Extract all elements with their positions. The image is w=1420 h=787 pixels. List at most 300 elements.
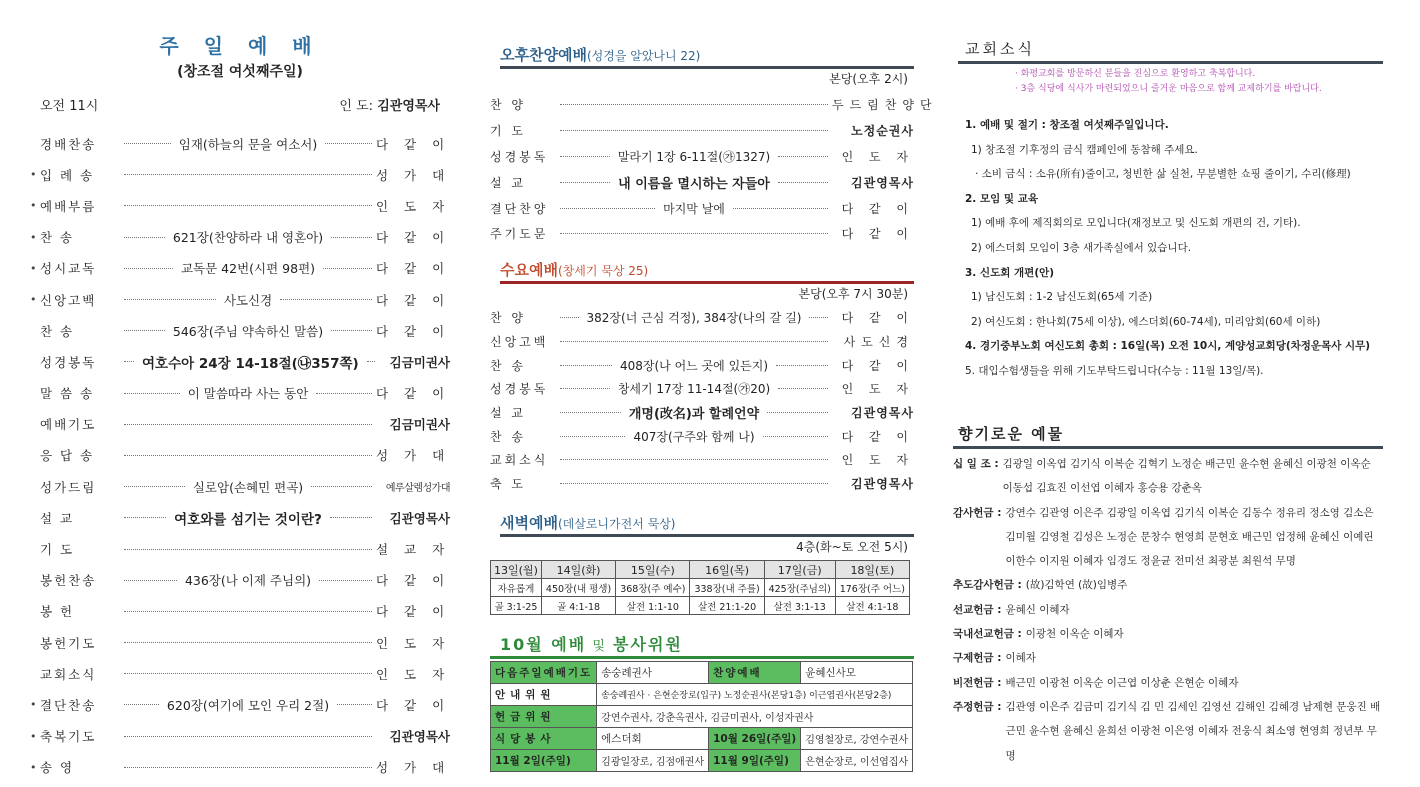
order-content: 621장(찬양하라 내 영혼아) [172, 230, 324, 246]
worship-order-item [30, 159, 450, 190]
offering-label: 선교헌금 : [953, 603, 1002, 616]
program-leader: 인 도 자 [841, 453, 914, 468]
program-middle [556, 428, 832, 445]
program-middle [556, 104, 832, 105]
order-content: 620장(여기에 모인 우리 2절) [166, 697, 330, 713]
program-content: 개명(改名)과 할례언약 [628, 407, 760, 423]
program-middle [556, 309, 832, 326]
news-item: 1. 예배 및 절기 : 창조절 여섯째주일입니다. [965, 119, 1169, 131]
order-content: 실로암(손혜민 편곡) [192, 479, 304, 495]
program-content: 창세기 17장 11-14절(㉮20) [617, 382, 771, 397]
kitchen: 에스더회 [597, 728, 709, 750]
order-middle [120, 135, 376, 153]
offerings-divider [953, 446, 1383, 449]
dawn-verse: 골 3:1-25 [491, 597, 542, 615]
worship-order-item [30, 346, 450, 377]
program-content: 408장(나 어느 곳에 있든지) [619, 358, 769, 373]
dot-leader [124, 361, 134, 362]
welcome-note: · 3층 식당에 식사가 마련되었으니 즐거운 마음으로 함께 교제하기를 바랍니다. [1015, 84, 1322, 94]
dot-leader [776, 365, 828, 366]
worship-order-item [30, 128, 450, 159]
dawn-verse: 살전 1:1-10 [616, 597, 690, 615]
dawn-schedule-table [490, 560, 910, 615]
dot-leader [124, 549, 372, 550]
worship-order-item [30, 627, 450, 658]
dawn-day: 16일(목) [690, 561, 764, 579]
dot-leader [809, 317, 828, 318]
program-leader: 다 같 이 [841, 201, 914, 216]
order-label: 경배찬송 [40, 136, 97, 152]
order-leader: 김관영목사 [389, 729, 450, 745]
order-label: 교회소식 [40, 666, 97, 682]
church-news-title: 교회소식 [965, 40, 1035, 58]
order-leader: 다 같 이 [376, 292, 451, 308]
order-middle [120, 424, 376, 425]
oct26: 김영철장로, 강연수권사 [801, 728, 913, 750]
program-middle [556, 200, 832, 217]
worship-order-item [30, 253, 450, 284]
order-middle [120, 696, 376, 714]
news-item: 2. 모임 및 교육 [965, 192, 1038, 205]
dot-leader [124, 767, 372, 768]
order-label: 봉 헌 [40, 604, 75, 620]
dot-leader [124, 611, 372, 612]
order-middle [120, 508, 376, 528]
news-item: 5. 대입수험생들을 위해 기도부탁드립니다(수능 : 11월 13일/목). [965, 364, 1264, 377]
order-bullet: • [30, 199, 37, 213]
offering-label: 십 일 조 : [953, 458, 999, 470]
dot-leader [560, 156, 610, 157]
news-column [953, 0, 1383, 787]
worship-order-item [30, 502, 450, 533]
program-leader: 김관영목사 [851, 477, 914, 492]
dawn-verse: 살전 4:1-18 [835, 597, 909, 615]
worship-leader [339, 95, 440, 115]
servants-title: 10월 예배 및 봉사위원 [500, 635, 683, 654]
worship-order-item [30, 689, 450, 720]
order-label: 신앙고백 [40, 292, 97, 308]
order-middle [120, 571, 376, 589]
offering-names: 배근민 이광천 이옥순 이근엽 이상춘 은현순 이혜자 [1005, 676, 1239, 689]
nov9-label: 11월 9일(주일) [709, 750, 801, 772]
other-services-column [490, 0, 938, 787]
order-content: 교독문 42번(시편 98편) [180, 261, 316, 277]
program-item [490, 448, 914, 472]
program-leader: 김관영목사 [851, 406, 914, 421]
offering-names: 김광일 이옥엽 김기식 이복순 김혁기 노정순 배근민 윤수현 윤혜신 이광천 이옥순 이동섭 김효진 이선엽 이혜자 홍승용 강춘옥 [1002, 458, 1371, 495]
nov9: 은현순장로, 이선엽집사 [801, 750, 913, 772]
wednesday-divider [500, 281, 914, 284]
order-bullet: • [30, 760, 37, 774]
program-content: 내 이름을 멸시하는 자들아 [618, 176, 770, 192]
program-item [490, 472, 914, 496]
dot-leader [560, 341, 828, 342]
order-label: 응 답 송 [40, 448, 95, 464]
order-leader: 다 같 이 [376, 573, 451, 589]
dot-leader [560, 182, 610, 183]
order-middle [120, 478, 376, 496]
offering-label: 추도감사헌금 : [953, 579, 1022, 592]
program-item [490, 424, 914, 448]
order-leader: 인 도 자 [376, 666, 451, 682]
dot-leader [778, 182, 828, 183]
sunday-worship-title: 주 일 예 배 [159, 34, 321, 58]
order-label: 설 교 [40, 510, 75, 526]
dot-leader [124, 205, 372, 206]
dawn-day: 13일(월) [491, 561, 542, 579]
dot-leader [124, 704, 159, 705]
worship-order-item [30, 190, 450, 221]
program-item [490, 221, 914, 247]
program-label: 결단찬양 [490, 201, 549, 216]
dot-leader [124, 237, 165, 238]
program-middle [556, 233, 832, 234]
servants-divider [490, 656, 914, 659]
program-label: 축 도 [490, 477, 526, 492]
order-content: 사도신경 [223, 292, 273, 308]
program-middle [556, 483, 832, 484]
program-leader: 다 같 이 [841, 358, 914, 373]
program-item [490, 401, 914, 425]
program-label: 설 교 [490, 406, 526, 421]
dot-leader [124, 455, 372, 456]
worship-order-list [30, 128, 450, 783]
dot-leader [330, 517, 372, 518]
program-leader: 다 같 이 [841, 227, 914, 242]
worship-order-item [30, 222, 450, 253]
dot-leader [124, 143, 171, 144]
program-label: 신앙고백 [490, 335, 549, 350]
order-label: 성경봉독 [40, 354, 97, 370]
kitchen-label: 식당봉사 [491, 728, 597, 750]
dot-leader [778, 388, 828, 389]
dot-leader [778, 156, 828, 157]
program-middle [556, 148, 832, 165]
order-middle [120, 174, 376, 175]
offering-label: 국내선교헌금 : [953, 628, 1022, 641]
oct26-label: 10월 26일(주일) [709, 728, 801, 750]
dawn-place: 4층(화~토 오전 5시) [796, 540, 908, 554]
dot-leader [124, 393, 180, 394]
next-prayer-label: 다음주일예배기도 [491, 662, 597, 684]
dawn-day-row [491, 561, 910, 579]
offering-names: 김관영 이은주 김금미 김기식 김 민 김세인 김영선 김해인 김혜경 남제현 문웅진 배근민 윤수현 윤혜신 윤희선 이광천 이은영 이혜자 전웅식 최소영 현영희 정년부 무명 [1005, 700, 1381, 762]
program-content: 382장(너 근심 걱정), 384장(나의 갈 길) [586, 311, 802, 326]
dot-leader [560, 233, 828, 234]
order-label: 말 씀 송 [40, 386, 95, 402]
worship-time: 오전 11시 [40, 99, 99, 114]
program-item [490, 353, 914, 377]
dot-leader [124, 330, 165, 331]
program-leader: 다 같 이 [841, 429, 914, 444]
praise: 윤혜신사모 [801, 662, 913, 684]
program-label: 찬 양 [490, 311, 526, 326]
afternoon-worship-title: 오후찬양예배(성경을 알았나니 22) [500, 46, 701, 64]
usher: 송숭례권사 · 은현순장로(입구) 노정순권사(본당1층) 이근엽권사(본당2층) [597, 684, 913, 706]
offering-label: 비전헌금 : [953, 676, 1002, 689]
program-item [490, 118, 914, 144]
dot-leader [733, 208, 828, 209]
order-content: 임재(하늘의 문을 여소서) [178, 136, 318, 152]
program-item [490, 195, 914, 221]
usher-label: 안내위원 [491, 684, 597, 706]
order-leader: 성 가 대 [376, 760, 451, 776]
program-leader: 사도신경 [843, 335, 914, 350]
offering-names: 윤혜신 이혜자 [1005, 603, 1070, 616]
dot-leader [560, 412, 621, 413]
dot-leader [311, 486, 372, 487]
sunday-worship-subtitle: (창조절 여섯째주일) [177, 64, 303, 80]
dawn-divider [500, 534, 914, 537]
program-label: 성경봉독 [490, 149, 549, 164]
dot-leader [325, 143, 372, 144]
worship-order-item [30, 565, 450, 596]
order-label: 찬 송 [40, 230, 75, 246]
dawn-verse: 살전 3:1-13 [764, 597, 835, 615]
program-leader: 김관영목사 [851, 175, 914, 190]
order-middle [120, 205, 376, 206]
program-middle [556, 357, 832, 374]
dot-leader [124, 736, 372, 737]
offering-row [953, 573, 1383, 597]
program-label: 주기도문 [490, 227, 549, 242]
program-leader: 노정순권사 [851, 124, 914, 139]
program-item [490, 306, 914, 330]
dot-leader [560, 459, 828, 460]
program-leader: 인 도 자 [841, 382, 914, 397]
dot-leader [337, 704, 372, 705]
dot-leader [560, 388, 610, 389]
wednesday-worship-title: 수요예배(창세기 묵상 25) [500, 261, 649, 279]
welcome-notes [1015, 67, 1322, 97]
program-content: 말라기 1장 6-11절(㉮1327) [617, 149, 771, 164]
dawn-worship-title: 새벽예배(데살로니가전서 묵상) [500, 514, 676, 532]
dot-leader [331, 237, 372, 238]
offering-label: 헌금위원 [491, 706, 597, 728]
program-item [490, 377, 914, 401]
program-item [490, 169, 914, 195]
dot-leader [331, 330, 372, 331]
order-middle [120, 259, 376, 277]
news-item: 3. 신도회 개편(안) [965, 266, 1055, 279]
program-middle [556, 341, 832, 342]
program-label: 기 도 [490, 124, 526, 139]
offering-row [953, 695, 1383, 768]
worship-order-item [30, 409, 450, 440]
dot-leader [560, 483, 828, 484]
dot-leader [124, 673, 372, 674]
servants-table [490, 661, 913, 772]
order-content: 546장(주님 약속하신 말씀) [172, 323, 324, 339]
program-middle [556, 459, 832, 460]
dot-leader [767, 412, 828, 413]
program-content: 407장(구주와 함께 나) [633, 429, 755, 444]
news-item: 1) 창조절 기후정의 금식 캠페인에 동참해 주세요. [971, 143, 1198, 156]
order-leader: 김관영목사 [389, 510, 450, 526]
dawn-hymn: 450장(내 평생) [541, 579, 615, 597]
news-item: · 소비 금식 : 소유(所有)줄이고, 청빈한 삶 실천, 무분별한 쇼핑 줄이기, 수리(修理) [975, 168, 1351, 181]
offering-row [953, 598, 1383, 622]
order-bullet: • [30, 293, 37, 307]
news-item: 1) 남신도회 : 1-2 남신도회(65세 기준) [971, 291, 1153, 304]
order-label: 축복기도 [40, 729, 97, 745]
order-label: 기 도 [40, 542, 75, 558]
dot-leader [124, 486, 185, 487]
order-leader: 다 같 이 [376, 261, 451, 277]
dot-leader [319, 580, 372, 581]
next-prayer: 송숭례권사 [597, 662, 709, 684]
program-label: 찬 송 [490, 429, 526, 444]
worship-order-item [30, 471, 450, 502]
order-label: 예배부름 [40, 198, 97, 214]
order-leader: 다 같 이 [376, 230, 451, 246]
program-item [490, 144, 914, 170]
program-label: 설 교 [490, 175, 526, 190]
dot-leader [124, 642, 372, 643]
order-bullet: • [30, 230, 37, 244]
news-item: 2) 여신도회 : 한나회(75세 이상), 에스더회(60-74세), 미리암회(60세 이하) [971, 315, 1321, 328]
order-leader: 김금미권사 [389, 417, 450, 433]
sunday-worship-column [30, 0, 450, 787]
nov2-label: 11월 2일(주일) [491, 750, 597, 772]
offering-names: 강연수 김관영 이은주 김광일 이옥엽 김기식 이복순 김동수 정유리 정소영 김소은 김미월 김영철 김성은 노정순 문창수 현영희 문현호 배근민 엄정해 윤혜신 이예린 이한수 이지원 이혜자 임경도 정윤균 전미선 최광분 최원석 무명 [1005, 506, 1374, 568]
worship-order-item [30, 533, 450, 564]
dot-leader [763, 436, 828, 437]
worship-order-item [30, 284, 450, 315]
offering-label: 주정헌금 : [953, 700, 1002, 713]
order-label: 결단찬송 [40, 697, 97, 713]
order-label: 성시교독 [40, 261, 97, 277]
order-leader: 다 같 이 [376, 604, 451, 620]
order-leader: 성 가 대 [376, 448, 451, 464]
order-bullet: • [30, 729, 37, 743]
worship-order-item [30, 315, 450, 346]
order-middle [120, 322, 376, 340]
worship-order-item [30, 752, 450, 783]
dawn-hymn: 338장(내 주를) [690, 579, 764, 597]
dawn-day: 18일(토) [835, 561, 909, 579]
dot-leader [323, 268, 372, 269]
order-middle [120, 767, 376, 768]
wednesday-program [490, 306, 914, 496]
program-label: 찬 송 [490, 358, 526, 373]
order-content: 여호와를 섬기는 것이란? [174, 511, 322, 528]
dot-leader [316, 393, 372, 394]
program-middle [556, 380, 832, 397]
program-leader: 다 같 이 [841, 311, 914, 326]
dot-leader [124, 517, 166, 518]
offering-names: 이광천 이옥순 이혜자 [1025, 628, 1124, 641]
program-item [490, 92, 938, 118]
program-label: 성경봉독 [490, 382, 549, 397]
afternoon-place: 본당(오후 2시) [829, 72, 908, 86]
program-item [490, 330, 914, 354]
praise-label: 찬양예배 [709, 662, 801, 684]
order-label: 봉헌기도 [40, 635, 97, 651]
program-middle [556, 130, 832, 131]
dawn-verse: 골 4:1-18 [541, 597, 615, 615]
order-middle [120, 455, 376, 456]
dot-leader [560, 208, 655, 209]
worship-time-row [40, 95, 440, 115]
order-label: 입 례 송 [40, 167, 95, 183]
dawn-verse-row [491, 597, 910, 615]
offering-row [953, 501, 1383, 574]
order-middle [120, 352, 376, 372]
dawn-verse: 살전 21:1-20 [690, 597, 764, 615]
order-content: 이 말씀따라 사는 동안 [187, 386, 309, 402]
dot-leader [560, 365, 612, 366]
order-middle [120, 228, 376, 246]
offering-label: 구제헌금 : [953, 652, 1002, 665]
offering-row [953, 452, 1383, 501]
order-middle [120, 549, 376, 550]
program-label: 교회소식 [490, 453, 549, 468]
leader-name: 김관영목사 [377, 99, 440, 114]
offering-names: 이혜자 [1005, 652, 1036, 665]
dawn-hymn: 자유롭게 [491, 579, 542, 597]
dot-leader [124, 268, 173, 269]
order-middle [120, 642, 376, 643]
offerings-title: 향기로운 예물 [958, 425, 1065, 443]
dot-leader [367, 361, 376, 362]
program-label: 찬 양 [490, 98, 526, 113]
order-label: 성가드림 [40, 479, 97, 495]
offering-row [953, 622, 1383, 646]
order-bullet: • [30, 261, 37, 275]
news-item: 1) 예배 후에 제직회의로 모입니다(재정보고 및 신도회 개편의 건, 기타). [971, 217, 1301, 230]
order-label: 예배기도 [40, 417, 97, 433]
dawn-hymn: 368장(주 예수) [616, 579, 690, 597]
program-leader: 인 도 자 [841, 149, 914, 164]
news-item: 2) 에스더회 모임이 3층 새가족실에서 있습니다. [971, 241, 1192, 254]
leader-label: 인 도: [339, 99, 374, 114]
order-leader: 김금미권사 [389, 354, 450, 370]
program-middle [556, 173, 832, 192]
dot-leader [124, 424, 372, 425]
order-middle [120, 291, 376, 309]
order-middle [120, 384, 376, 402]
order-label: 봉헌찬송 [40, 573, 97, 589]
dawn-day: 15일(수) [616, 561, 690, 579]
afternoon-divider [500, 66, 914, 69]
order-leader: 인 도 자 [376, 198, 451, 214]
order-leader: 성 가 대 [376, 167, 451, 183]
worship-order-item [30, 596, 450, 627]
dot-leader [124, 580, 177, 581]
dawn-day: 14일(화) [541, 561, 615, 579]
dawn-hymn: 176장(주 어느) [835, 579, 909, 597]
wednesday-place: 본당(오후 7시 30분) [798, 287, 908, 301]
dot-leader [560, 436, 625, 437]
order-content: 여호수아 24장 14-18절(㉯357쪽) [142, 355, 359, 372]
offering-row [953, 646, 1383, 670]
order-bullet: • [30, 698, 37, 712]
dot-leader [560, 130, 828, 131]
program-middle [556, 403, 832, 422]
order-middle [120, 673, 376, 674]
worship-order-item [30, 440, 450, 471]
dawn-hymn-row [491, 579, 910, 597]
news-item: 4. 경기중부노회 여신도회 총회 : 16일(목) 오전 10시, 계양성교회당(차정운목사 시무) [965, 340, 1371, 353]
program-leader: 두드림찬양단 [832, 98, 938, 113]
order-leader: 다 같 이 [376, 323, 451, 339]
dot-leader [280, 299, 372, 300]
nov2: 김광일장로, 김점애권사 [597, 750, 709, 772]
order-label: 송 영 [40, 760, 75, 776]
order-leader: 다 같 이 [376, 136, 451, 152]
dot-leader [560, 104, 828, 105]
